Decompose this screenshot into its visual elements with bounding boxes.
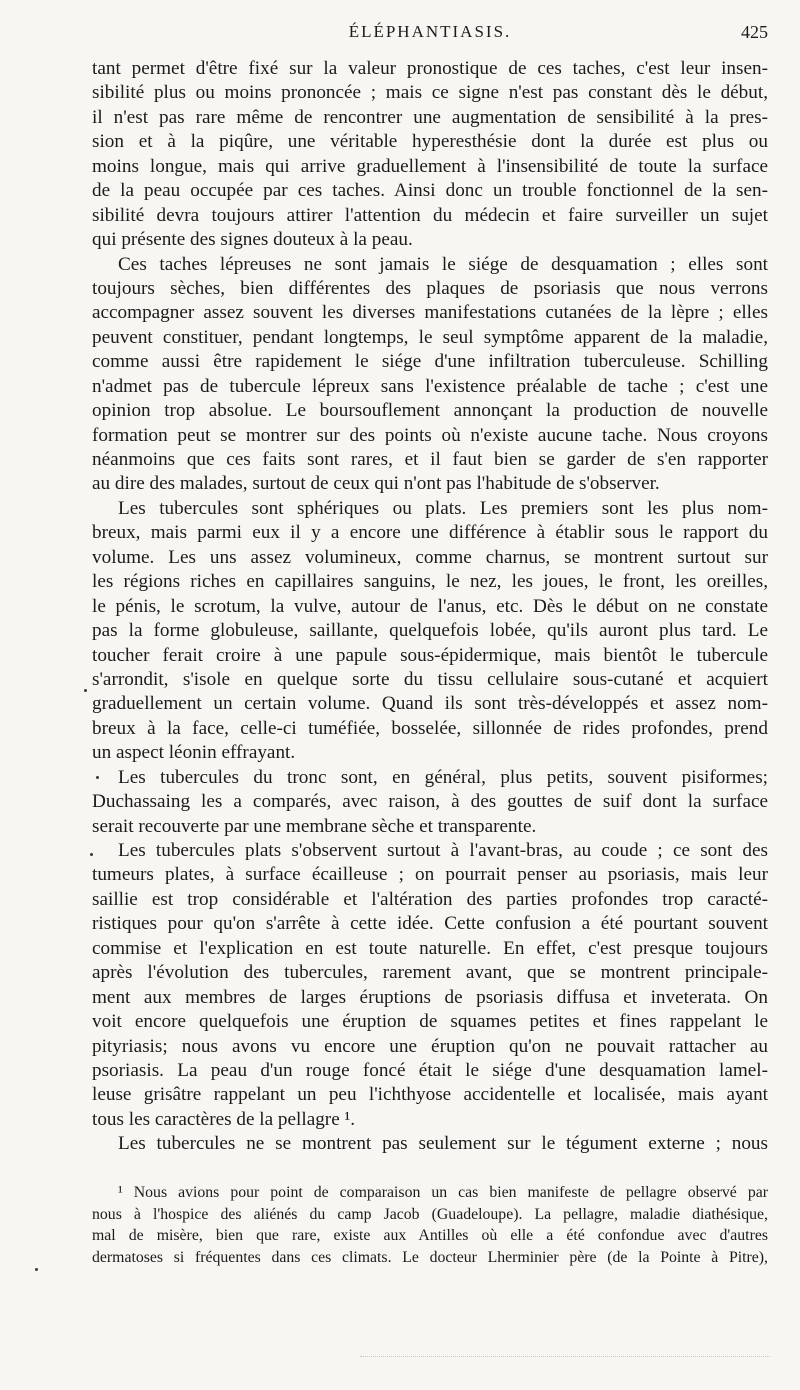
text-line: saillie est trop considérable et l'altération des parties profondes trop caracté- bbox=[92, 888, 768, 910]
bleed-through-line bbox=[360, 1356, 770, 1358]
text-line: un aspect léonin effrayant. bbox=[92, 742, 296, 764]
text-line: volume. Les uns assez volumineux, comme charnus, se montrent surtout sur bbox=[92, 546, 768, 568]
text-line: sibilité devra toujours attirer l'attention du médecin et faire surveiller un sujet bbox=[92, 204, 768, 226]
paragraph-first-line: Les tubercules du tronc sont, en général, plus petits, souvent pisiformes; bbox=[118, 766, 768, 788]
footnote-line: ¹ Nous avions pour point de comparaison un cas bien manifeste de pellagre observé par bbox=[118, 1184, 768, 1201]
paragraph-first-line: Ces taches lépreuses ne sont jamais le siége de desquamation ; elles sont bbox=[118, 253, 768, 275]
scan-speck bbox=[84, 689, 87, 692]
text-line: toujours sèches, bien différentes des plaques de psoriasis que nous verrons bbox=[92, 277, 768, 299]
footnote-line: nous à l'hospice des aliénés du camp Jacob (Guadeloupe). La pellagre, maladie diathésique, bbox=[92, 1205, 768, 1223]
body-text bbox=[92, 57, 768, 1157]
text-line: sion et à la piqûre, une véritable hyperesthésie dont la durée est plus ou bbox=[92, 131, 768, 153]
page-header bbox=[92, 22, 768, 48]
text-line: formation peut se montrer sur des points où n'existe aucune tache. Nous croyons bbox=[92, 424, 768, 446]
text-line: moins longue, mais qui arrive graduellement à l'insensibilité de toute la surface bbox=[92, 155, 768, 177]
text-line: Duchassaing les a comparés, avec raison, à des gouttes de suif dont la surface bbox=[92, 791, 768, 813]
scan-speck bbox=[90, 853, 93, 856]
running-head: ÉLÉPHANTIASIS. bbox=[348, 22, 512, 41]
text-line: comme aussi être rapidement le siége d'une infiltration tuberculeuse. Schilling bbox=[92, 351, 768, 373]
paragraph-first-line: Les tubercules plats s'observent surtout à l'avant-bras, au coude ; ce sont des bbox=[118, 840, 768, 861]
text-line: leuse grisâtre rappelant un peu l'ichthyose accidentelle et localisée, mais ayant bbox=[92, 1084, 768, 1106]
text-line: toucher ferait croire à une papule sous-épidermique, mais bientôt le tubercule bbox=[92, 644, 768, 666]
text-line: graduellement un certain volume. Quand ils sont très-développés et assez nom- bbox=[92, 693, 768, 715]
text-line: pityriasis; nous avons vu encore une éruption qu'on ne pouvait rattacher au bbox=[92, 1035, 768, 1057]
text-line: tumeurs plates, à surface écailleuse ; on pourrait penser au psoriasis, mais leur bbox=[92, 864, 768, 886]
text-line: voit encore quelquefois une éruption de squames petites et fines rappelant le bbox=[92, 1011, 768, 1033]
text-line: pas la forme globuleuse, saillante, quelquefois lobée, qu'ils auront plus tard. Le bbox=[92, 620, 768, 642]
text-line: les régions riches en capillaires sanguins, le nez, les joues, le front, les oreilles, bbox=[92, 571, 768, 593]
text-line: tant permet d'être fixé sur la valeur pronostique de ces taches, c'est leur insen- bbox=[92, 58, 768, 79]
text-line: opinion trop absolue. Le boursouflement annonçant la production de nouvelle bbox=[92, 400, 768, 422]
paragraph-first-line: Les tubercules sont sphériques ou plats. Les premiers sont les plus nom- bbox=[118, 497, 768, 519]
paragraph-first-line: Les tubercules ne se montrent pas seulement sur le tégument externe ; nous bbox=[118, 1133, 768, 1155]
scan-speck bbox=[35, 1268, 38, 1271]
scan-speck bbox=[96, 776, 99, 779]
text-line: serait recouverte par une membrane sèche et transparente. bbox=[92, 815, 537, 837]
text-line: ristiques pour qu'on s'arrête à cette idée. Cette confusion a été pourtant souvent bbox=[92, 913, 768, 935]
text-line: breux à la face, celle-ci tuméfiée, bosselée, sillonnée de rides profondes, prend bbox=[92, 717, 768, 739]
text-line: n'admet pas de tubercule lépreux sans l'existence préalable de tache ; c'est une bbox=[92, 375, 768, 397]
text-line: il n'est pas rare même de rencontrer une augmentation de sensibilité à la pres- bbox=[92, 106, 768, 128]
text-line: psoriasis. La peau d'un rouge foncé était le siége d'une desquamation lamel- bbox=[92, 1059, 768, 1081]
footnote-line: mal de misère, bien que rare, existe aux Antilles où elle a été confondue avec d'autres bbox=[92, 1227, 768, 1244]
text-line: néanmoins que ces faits sont rares, et il faut bien se garder de s'en rapporter bbox=[92, 449, 768, 470]
text-line: accompagner assez souvent les diverses manifestations cutanées de la lèpre ; elles bbox=[92, 302, 768, 324]
text-line: sibilité plus ou moins prononcée ; mais ce signe n'est pas constant dès le début, bbox=[92, 82, 768, 104]
text-line: de la peau occupée par ces taches. Ainsi donc un trouble fonctionnel de la sen- bbox=[92, 180, 768, 202]
text-line: commise et l'explication en est toute naturelle. En effet, c'est presque toujours bbox=[92, 937, 768, 959]
text-line: au dire des malades, surtout de ceux qui n'ont pas l'habitude de s'observer. bbox=[92, 473, 660, 495]
text-line: s'arrondit, s'isole en quelque sorte du tissu cellulaire sous-cutané et acquiert bbox=[92, 668, 768, 690]
text-line: qui présente des signes douteux à la peau. bbox=[92, 229, 413, 251]
footnote-block bbox=[92, 1182, 768, 1268]
text-line: tous les caractères de la pellagre ¹. bbox=[92, 1108, 356, 1130]
text-line: le pénis, le scrotum, la vulve, autour de l'anus, etc. Dès le début on ne constate bbox=[92, 595, 768, 617]
text-line: après l'évolution des tubercules, rarement avant, que se montrent principale- bbox=[92, 962, 768, 984]
text-line: ment aux membres de larges éruptions de psoriasis diffusa et inveterata. On bbox=[92, 986, 768, 1008]
footnote-line: dermatoses si fréquentes dans ces climats. Le docteur Lherminier père (de la Pointe à Pitre), bbox=[92, 1248, 768, 1266]
text-line: peuvent constituer, pendant longtemps, le seul symptôme apparent de la maladie, bbox=[92, 326, 768, 348]
text-line: breux, mais parmi eux il y a encore une différence à établir sous le rapport du bbox=[92, 522, 768, 544]
page-number: 425 bbox=[741, 22, 768, 42]
